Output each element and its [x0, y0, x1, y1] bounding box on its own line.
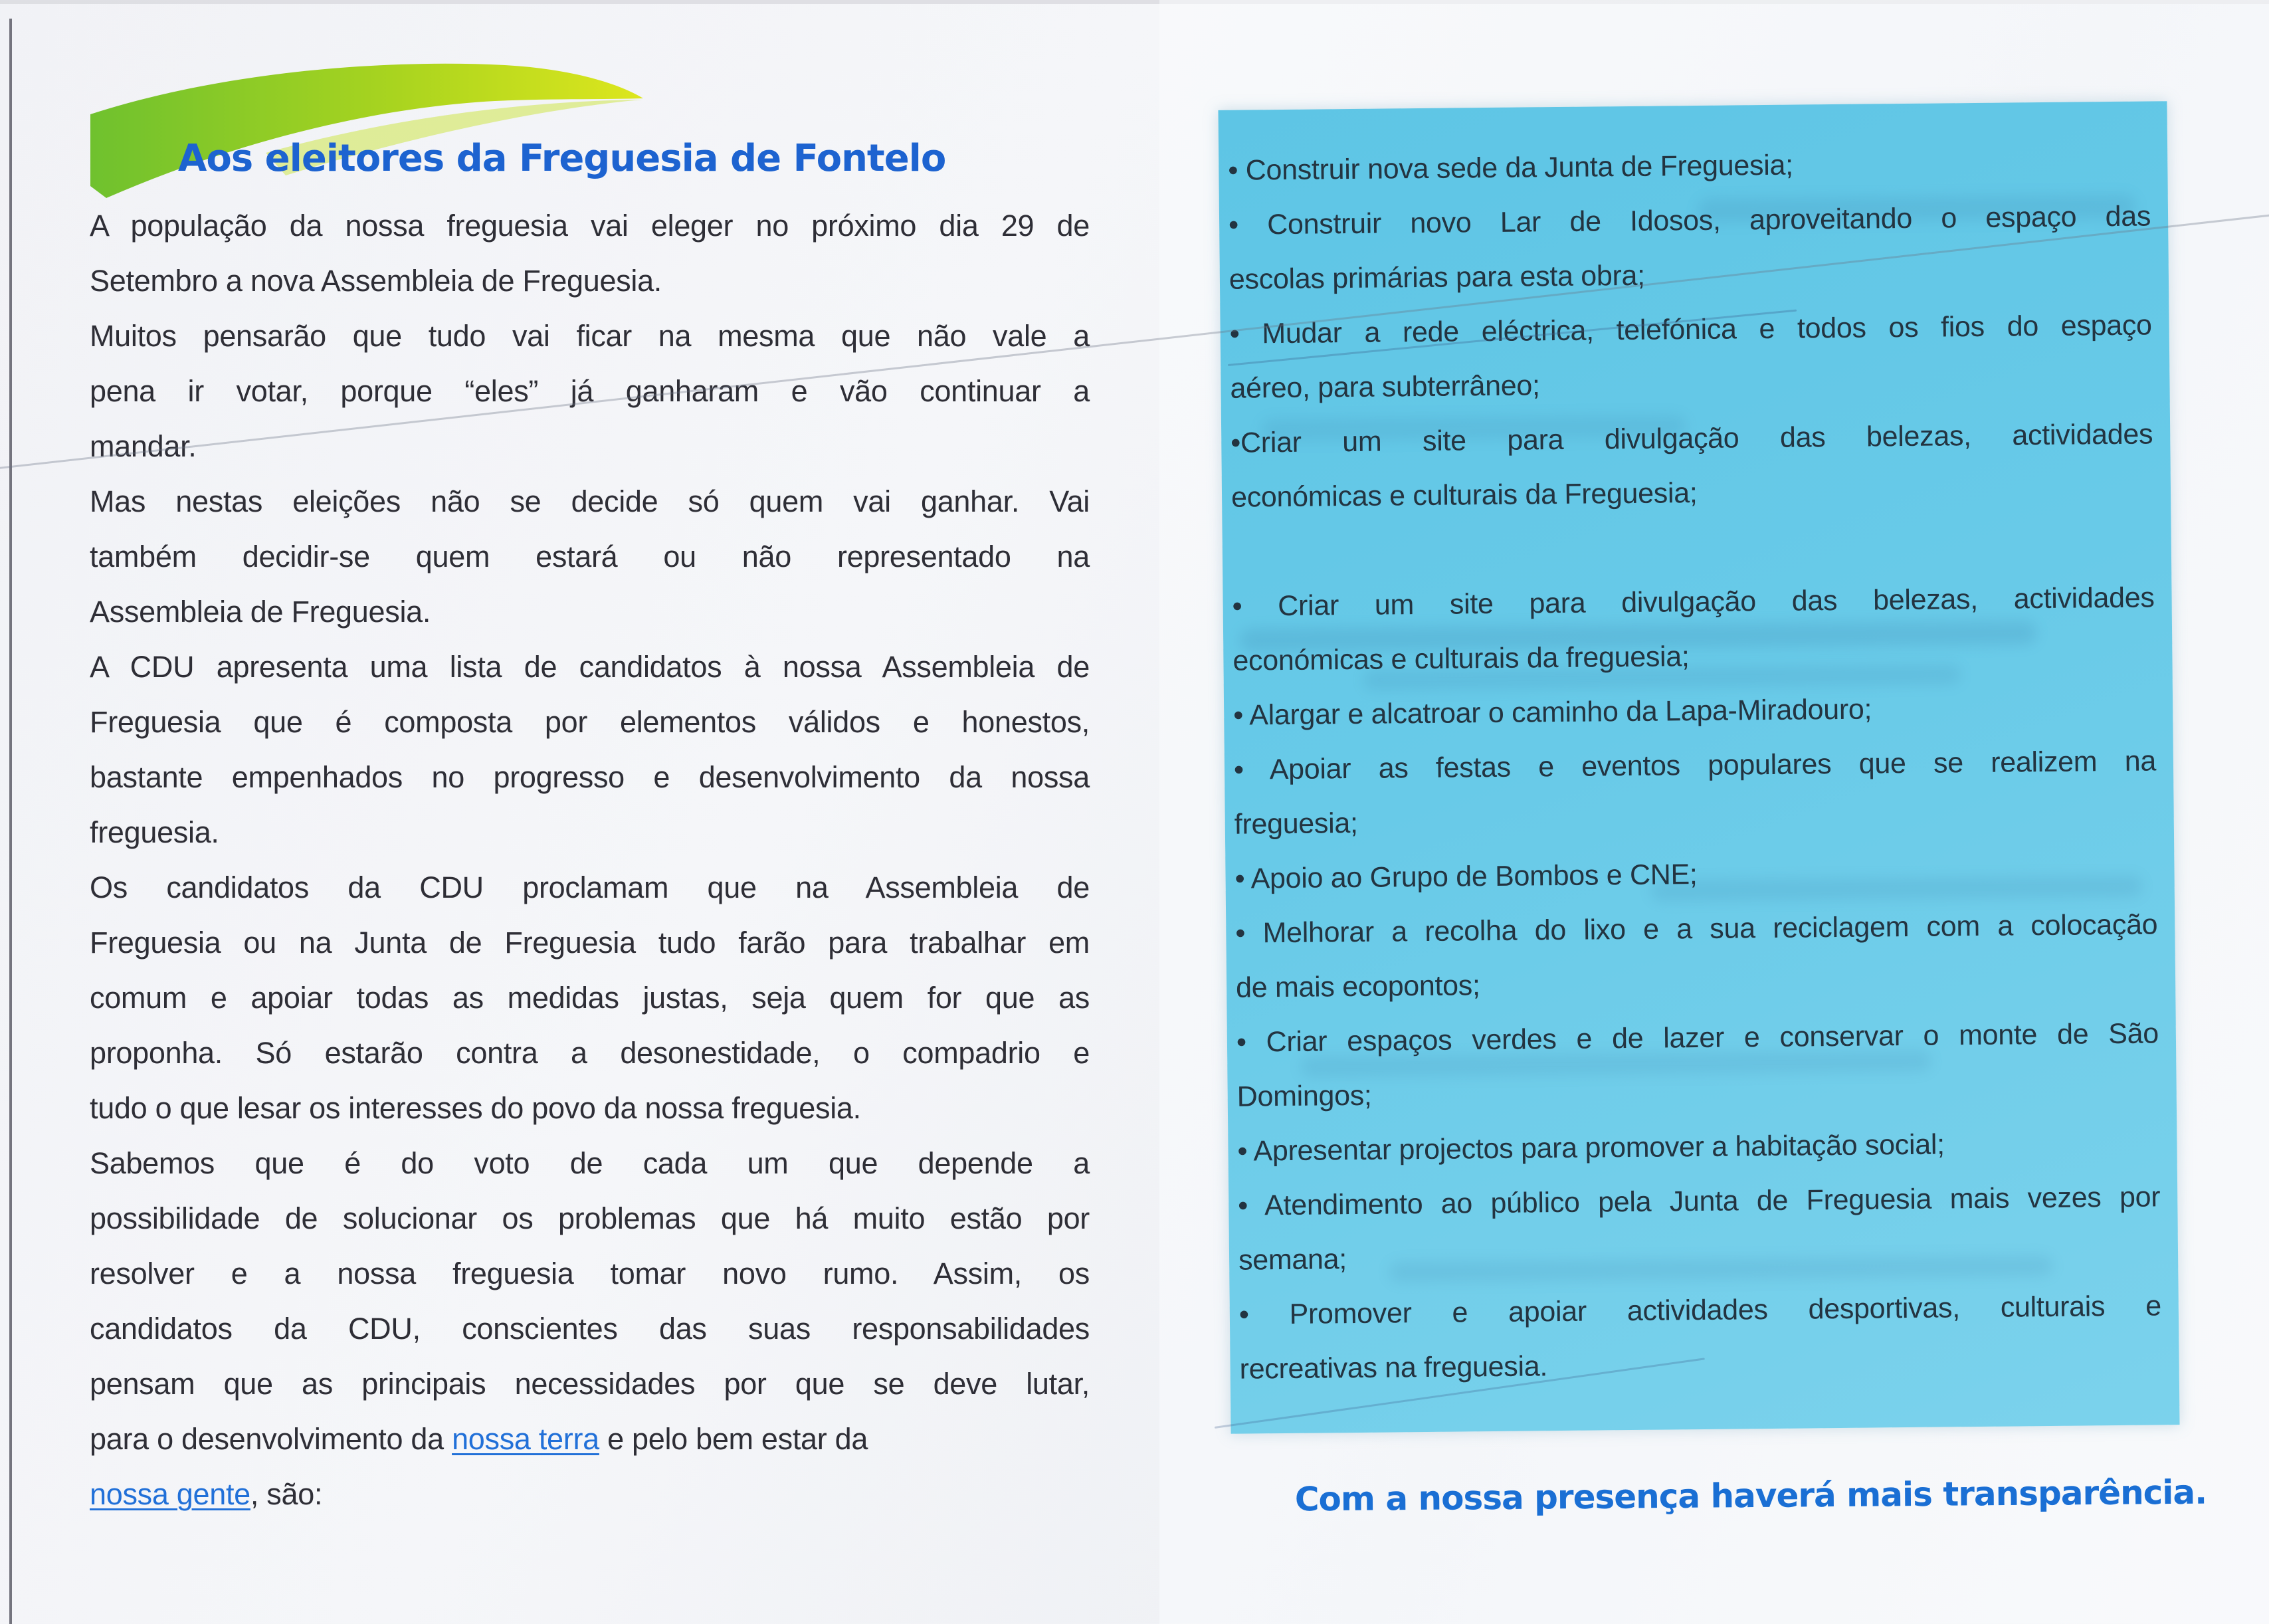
text-segment: semana;: [1238, 1243, 1347, 1276]
promises-panel: [1218, 101, 2179, 1434]
text-segment: • Construir nova sede da Junta de Freguesia;: [1228, 149, 1793, 187]
text-segment: aéreo, para subterrâneo;: [1230, 369, 1540, 405]
promise-line: [1233, 679, 2156, 742]
intro-line: [90, 970, 1090, 1025]
text-segment: económicas e culturais da Freguesia;: [1231, 477, 1698, 514]
promise-line: [1231, 407, 2153, 470]
promise-line: [1230, 352, 2153, 415]
promise-line: [1236, 952, 2159, 1015]
text-segment: Os candidatos da CDU proclamam que na Assembleia de: [90, 870, 1090, 904]
text-segment: candidatos da CDU, conscientes das suas responsabilidades: [90, 1312, 1090, 1346]
promise-line: [1236, 1006, 2159, 1069]
text-segment: pena ir votar, porque “eles” já ganharam e vão continuar a: [90, 374, 1090, 408]
intro-line: [90, 1301, 1090, 1356]
intro-line: [90, 639, 1090, 694]
text-segment: • Alargar e alcatroar o caminho da Lapa-Miradouro;: [1233, 693, 1872, 732]
intro-line: [90, 419, 1090, 474]
text-segment: • Criar um site para divulgação das belezas, actividades: [1232, 581, 2155, 623]
promise-line: [1232, 570, 2155, 633]
text-segment: Freguesia ou na Junta de Freguesia tudo farão para trabalhar em: [90, 926, 1090, 960]
closing-slogan: Com a nossa presença haverá mais transparência.: [1294, 1472, 2207, 1519]
text-segment: económicas e culturais da freguesia;: [1233, 641, 1690, 677]
intro-line: [90, 1080, 1090, 1136]
promise-line: [1235, 897, 2158, 960]
text-segment: possibilidade de solucionar os problemas que há muito estão por: [90, 1201, 1090, 1235]
promise-line: [1238, 1169, 2161, 1233]
text-segment: • Apoiar as festas e eventos populares que se realizem na: [1233, 745, 2157, 786]
text-segment: , são:: [250, 1477, 323, 1511]
text-segment: bastante empenhados no progresso e desenvolvimento da nossa: [90, 760, 1090, 794]
text-segment: Freguesia que é composta por elementos válidos e honestos,: [90, 705, 1090, 739]
text-segment: Domingos;: [1236, 1079, 1372, 1113]
text-segment: • Apoio ao Grupo de Bombos e CNE;: [1234, 859, 1698, 895]
intro-line: [90, 1191, 1090, 1246]
text-segment: Mas nestas eleições não se decide só quem vai ganhar. Vai: [90, 484, 1090, 518]
promise-line: [1228, 134, 2151, 197]
promise-line: [1229, 243, 2152, 306]
intro-line: [90, 915, 1090, 970]
text-segment: resolver e a nossa freguesia tomar novo rumo. Assim, os: [90, 1257, 1090, 1290]
intro-line: [90, 198, 1090, 253]
blank-line: [1231, 516, 2154, 579]
promise-line: [1239, 1333, 2162, 1396]
text-segment: freguesia;: [1234, 807, 1358, 841]
intro-line: [90, 694, 1090, 750]
text-segment: • Atendimento ao público pela Junta de Freguesia mais vezes por: [1238, 1181, 2161, 1222]
text-segment: mandar.: [90, 429, 197, 463]
link-nossa-terra[interactable]: nossa terra: [452, 1422, 599, 1456]
promise-line: [1233, 625, 2155, 688]
intro-line: [90, 805, 1090, 860]
promise-line: [1238, 1224, 2161, 1287]
text-segment: • Construir novo Lar de Idosos, aproveitando o espaço das: [1228, 200, 2151, 241]
intro-line: [90, 363, 1090, 419]
intro-line: [90, 1467, 1090, 1522]
intro-line: [90, 253, 1090, 308]
text-segment: pensam que as principais necessidades por que se deve lutar,: [90, 1367, 1090, 1401]
intro-line: [90, 529, 1090, 584]
intro-line: [90, 1025, 1090, 1080]
intro-line: [90, 1411, 1090, 1467]
intro-line: [90, 860, 1090, 915]
text-segment: e pelo bem estar da: [599, 1422, 868, 1456]
intro-line: [90, 1136, 1090, 1191]
text-segment: recreativas na freguesia.: [1239, 1350, 1548, 1385]
left-column: [90, 198, 1090, 1522]
promise-line: [1238, 1278, 2161, 1342]
page-edge-line: [9, 19, 12, 1624]
promise-list: [1228, 134, 2162, 1396]
intro-line: [90, 474, 1090, 529]
text-segment: escolas primárias para esta obra;: [1229, 259, 1645, 296]
text-segment: tudo o que lesar os interesses do povo da nossa freguesia.: [90, 1091, 861, 1125]
text-segment: Muitos pensarão que tudo vai ficar na mesma que não vale a: [90, 319, 1090, 353]
intro-line: [90, 584, 1090, 639]
intro-line: [90, 1356, 1090, 1411]
text-segment: A população da nossa freguesia vai eleger no próximo dia 29 de: [90, 209, 1090, 243]
intro-line: [90, 308, 1090, 363]
intro-line: [90, 1246, 1090, 1301]
text-segment: também decidir-se quem estará ou não representado na: [90, 540, 1090, 573]
text-segment: Sabemos que é do voto de cada um que depende a: [90, 1146, 1090, 1180]
text-segment: proponha. Só estarão contra a desonestidade, o compadrio e: [90, 1036, 1090, 1070]
promise-line: [1231, 461, 2154, 524]
text-segment: para o desenvolvimento da: [90, 1422, 452, 1456]
promise-line: [1234, 734, 2157, 797]
text-segment: freguesia.: [90, 815, 219, 849]
promise-line: [1234, 788, 2157, 851]
text-segment: • Promover e apoiar actividades desportivas, culturais e: [1238, 1290, 2162, 1331]
text-segment: • Melhorar a recolha do lixo e a sua reciclagem com a colocação: [1235, 908, 2158, 950]
link-nossa-gente[interactable]: nossa gente: [90, 1477, 250, 1511]
text-segment: Setembro a nova Assembleia de Freguesia.: [90, 264, 662, 298]
promise-line: [1234, 843, 2157, 906]
text-segment: • Criar espaços verdes e de lazer e conservar o monte de São: [1236, 1017, 2159, 1059]
text-segment: Assembleia de Freguesia.: [90, 595, 431, 629]
text-segment: de mais ecopontos;: [1235, 969, 1480, 1004]
text-segment: • Apresentar projectos para promover a habitação social;: [1237, 1128, 1945, 1167]
page-title: Aos eleitores da Freguesia de Fontelo: [178, 137, 946, 180]
promise-line: [1236, 1061, 2159, 1124]
intro-line: [90, 750, 1090, 805]
text-segment: comum e apoiar todas as medidas justas, seja quem for que as: [90, 981, 1090, 1015]
promise-line: [1237, 1115, 2160, 1178]
text-segment: A CDU apresenta uma lista de candidatos à nossa Assembleia de: [90, 650, 1090, 684]
swoosh-graphic: [73, 53, 671, 213]
text-segment: •Criar um site para divulgação das belezas, actividades: [1231, 418, 2153, 459]
text-segment: • Mudar a rede eléctrica, telefónica e todos os fios do espaço: [1229, 309, 2152, 350]
